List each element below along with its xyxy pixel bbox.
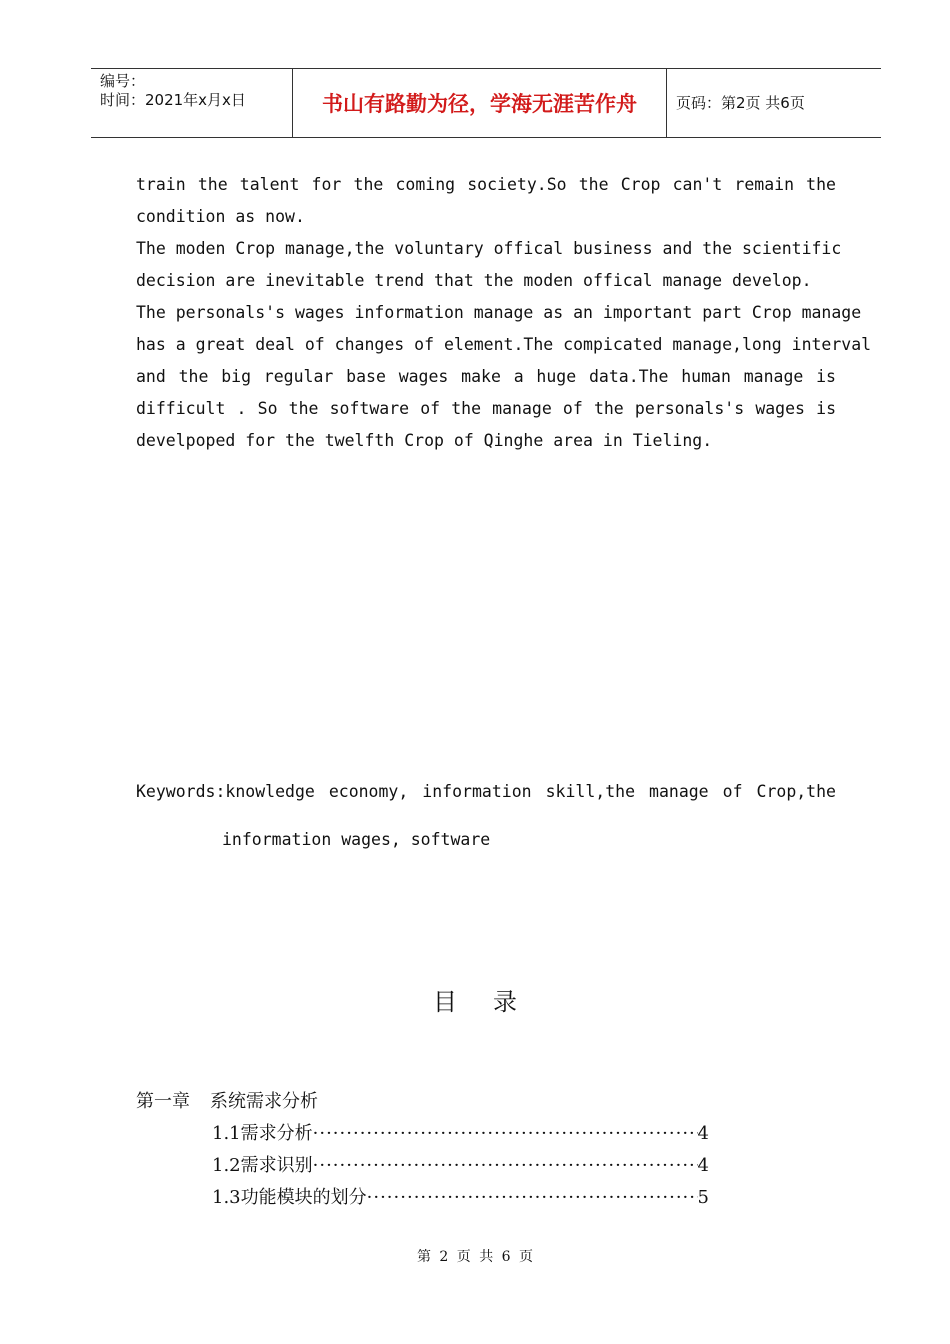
keywords-continuation: information wages, software [222,830,491,849]
toc-entry-label: 1.2需求识别 [212,1155,313,1176]
toc-entry-page: 4 [697,1155,709,1176]
header-page-cell [666,69,881,137]
keywords-line: Keywords:knowledge economy, information skill,the manage of Crop,the [136,782,836,801]
abstract-line: has a great deal of changes of element.The compicated manage,long interval [136,335,872,354]
toc-leader-dots [367,1182,698,1214]
header-page-number: 页码：第2页 共6页 [676,94,805,112]
page-header [91,68,881,138]
page-footer: 第 2 页 共 6 页 [416,1249,534,1265]
abstract-line: condition as now. [136,207,305,226]
toc-entry[interactable] [212,1118,709,1150]
toc-chapter[interactable] [136,1086,709,1118]
document-time-label: 时间：2021年x月x日 [100,91,246,109]
abstract-line: The moden Crop manage,the voluntary offical business and the scientific [136,239,842,258]
abstract-line: develpoped for the twelfth Crop of Qinghe area in Tieling. [136,431,713,450]
document-number-label: 编号： [100,72,146,90]
toc-chapter-number: 第一章 [136,1091,190,1112]
header-motto: 书山有路勤为径，学海无涯苦作舟 [322,92,637,116]
abstract-line: difficult . So the software of the manage of the personals's wages is [136,399,836,418]
abstract-line: train the talent for the coming society.So the Crop can't remain the [136,175,836,194]
abstract-line: The personals's wages information manage as an important part Crop manage [136,303,862,322]
toc-entry-page: 5 [697,1187,709,1208]
toc-chapter-title: 系统需求分析 [210,1091,318,1112]
toc-entry-page: 4 [697,1123,709,1144]
toc-entry-label: 1.3功能模块的划分 [212,1187,367,1208]
abstract-body [136,169,872,457]
toc-entry-label: 1.1需求分析 [212,1123,313,1144]
toc-title: 目录 [433,988,553,1016]
abstract-line: and the big regular base wages make a huge data.The human manage is [136,367,836,386]
toc-entry[interactable] [212,1182,709,1214]
header-motto-cell [292,69,667,137]
toc-leader-dots [313,1150,698,1182]
header-meta-cell [91,69,292,137]
table-of-contents [136,1086,709,1214]
abstract-line: decision are inevitable trend that the moden offical manage develop. [136,271,812,290]
toc-leader-dots [313,1118,698,1150]
toc-entry[interactable] [212,1150,709,1182]
